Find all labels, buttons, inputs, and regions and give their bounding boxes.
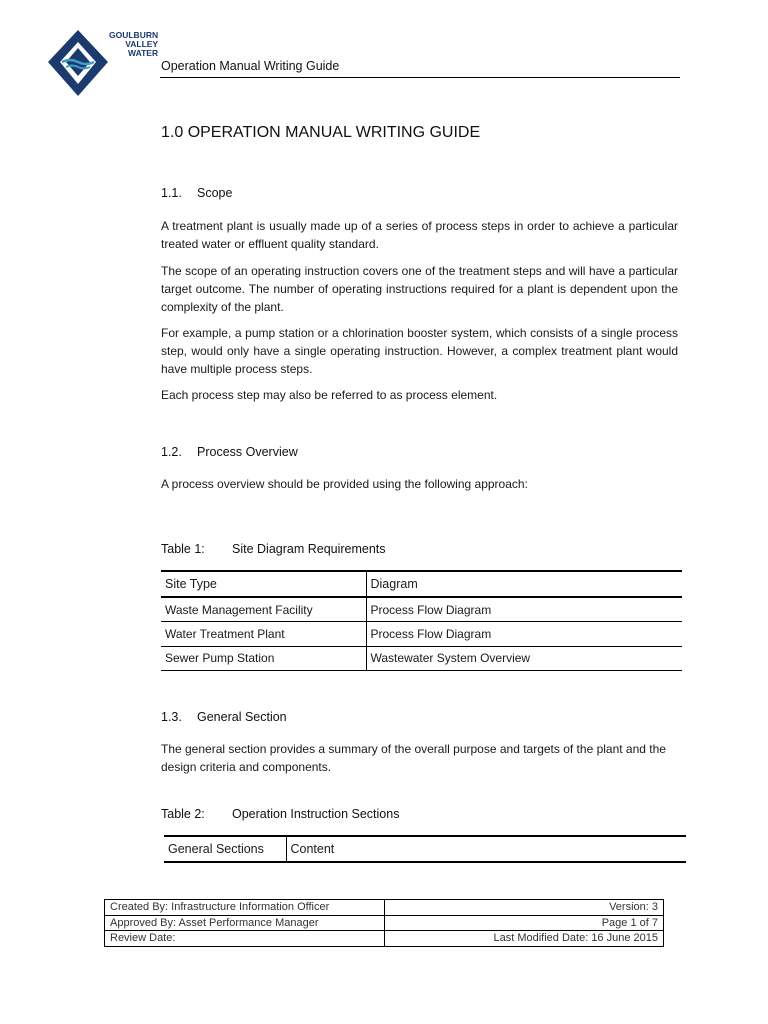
paragraph: Each process step may also be referred to as process element. <box>161 388 498 402</box>
footer-created-by: Created By: Infrastructure Information Officer <box>105 900 385 916</box>
paragraph: For example, a pump station or a chlorination booster system, which consists of a single process step, would only have a single operating instruction. However, a complex treatment plant would have multiple process steps. <box>161 326 678 376</box>
subsection-title: General Section <box>197 710 287 724</box>
subsection-heading-general <box>161 710 287 724</box>
table-caption <box>161 807 399 821</box>
logo-line-1: GOULBURN <box>109 30 159 40</box>
company-logo <box>46 28 159 98</box>
logo-wordmark <box>109 31 158 58</box>
table-header-cell: General Sections <box>164 836 286 862</box>
subsection-title: Scope <box>197 186 233 200</box>
footer-row <box>105 900 664 916</box>
footer-row <box>105 931 664 947</box>
table-caption-number: Table 1: <box>161 542 205 556</box>
table-cell: Waste Management Facility <box>161 597 366 622</box>
paragraph: A treatment plant is usually made up of a series of process steps in order to achieve a particular treated water or effluent quality standard. <box>161 219 678 251</box>
table-caption <box>161 542 386 556</box>
footer-page-number: Page 1 of 7 <box>385 915 664 931</box>
table-row <box>161 622 682 647</box>
subsection-number: 1.2. <box>161 445 182 459</box>
paragraph: A process overview should be provided using the following approach: <box>161 477 528 491</box>
document-footer-table <box>104 899 664 947</box>
paragraph: The general section provides a summary of the overall purpose and targets of the plant and the design criteria and components. <box>161 742 666 774</box>
footer-approved-by: Approved By: Asset Performance Manager <box>105 915 385 931</box>
table-header-cell: Content <box>286 836 686 862</box>
table-cell: Water Treatment Plant <box>161 622 366 647</box>
operation-instruction-table <box>164 835 686 863</box>
table-header-row <box>164 836 686 862</box>
site-diagram-table <box>161 570 682 671</box>
subsection-title: Process Overview <box>197 445 298 459</box>
subsection-number: 1.1. <box>161 186 182 200</box>
footer-last-modified: Last Modified Date: 16 June 2015 <box>385 931 664 947</box>
table-header-cell: Site Type <box>161 571 366 597</box>
table-row <box>161 646 682 671</box>
table-header-cell: Diagram <box>366 571 682 597</box>
table-cell: Process Flow Diagram <box>366 622 682 647</box>
paragraph: The scope of an operating instruction covers one of the treatment steps and will have a particular target outcome. The number of operating instructions required for a plant is dependent upon the complexity of the plant. <box>161 264 678 314</box>
table-row <box>161 597 682 622</box>
table-caption-number: Table 2: <box>161 807 205 821</box>
table-cell: Wastewater System Overview <box>366 646 682 671</box>
footer-version: Version: 3 <box>385 900 664 916</box>
running-header-title: Operation Manual Writing Guide <box>161 59 340 73</box>
subsection-heading-scope <box>161 186 232 200</box>
footer-row <box>105 915 664 931</box>
table-caption-title: Operation Instruction Sections <box>232 807 400 821</box>
table-cell: Sewer Pump Station <box>161 646 366 671</box>
subsection-heading-overview <box>161 445 298 459</box>
logo-diamond-icon <box>46 28 110 98</box>
logo-line-3: WATER <box>128 48 159 58</box>
table-cell: Process Flow Diagram <box>366 597 682 622</box>
logo-line-2: VALLEY <box>125 39 159 49</box>
footer-review-date: Review Date: <box>105 931 385 947</box>
table-header-row <box>161 571 682 597</box>
table-caption-title: Site Diagram Requirements <box>232 542 386 556</box>
section-heading: 1.0 OPERATION MANUAL WRITING GUIDE <box>161 124 481 141</box>
subsection-number: 1.3. <box>161 710 182 724</box>
header-divider <box>160 77 680 78</box>
